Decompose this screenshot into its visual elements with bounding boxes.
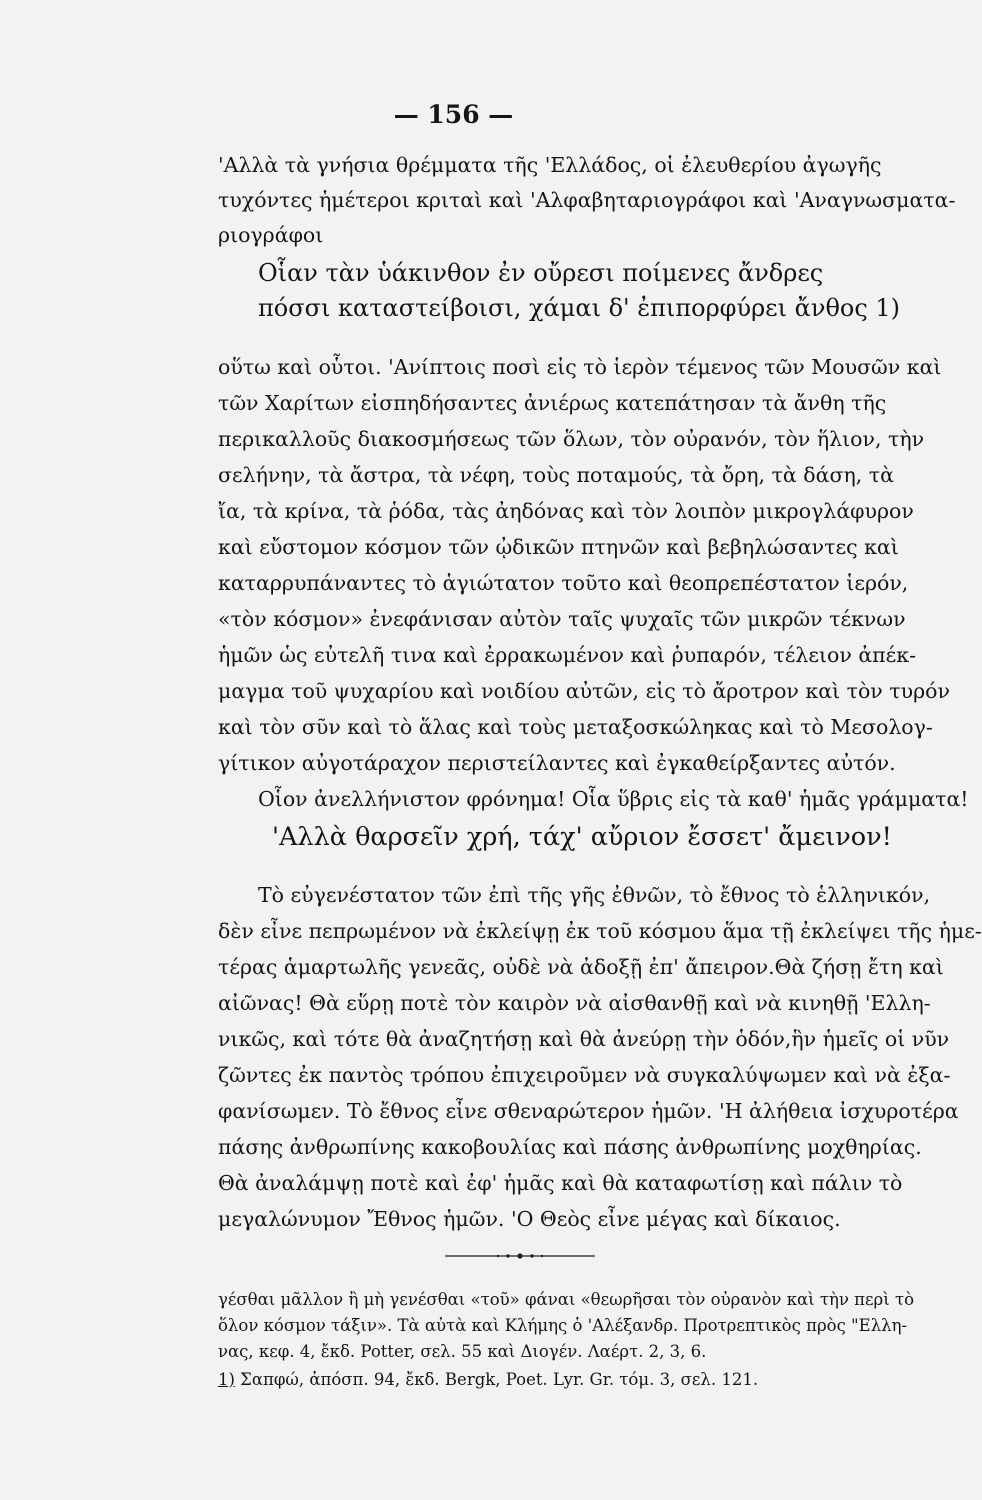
verse-line: Οἷαν τὰν ὑάκινθον ἐν οὔρεσι ποίμενες ἄνδρες	[258, 259, 824, 287]
footnote-line: γέσθαι μᾶλλον ἢ μὴ γενέσθαι «τοῦ» φάναι «θεωρῆσαι τὸν οὐρανὸν καὶ τὴν περὶ τὸ	[218, 1290, 915, 1309]
page-number: — 156 —	[393, 100, 514, 129]
text-line: «τὸν κόσμον» ἐνεφάνισαν αὐτὸν ταῖς ψυχαῖς τῶν μικρῶν τέκνων	[218, 607, 906, 631]
text-line: σελήνην, τὰ ἄστρα, τὰ νέφη, τοὺς ποταμούς, τὰ ὄρη, τὰ δάση, τὰ	[218, 463, 894, 487]
text-line: Οἷον ἀνελλήνιστον φρόνημα! Οἷα ὕβρις εἰς τὰ καθ' ἡμᾶς γράμματα!	[258, 787, 969, 811]
text-line: τυχόντες ἡμέτεροι κριταὶ καὶ 'Αλφαβηταριογράφοι καὶ 'Αναγνωσματα-	[218, 188, 956, 212]
text-line: αἰῶνας! Θὰ εὕρῃ ποτὲ τὸν καιρὸν νὰ αἰσθανθῇ καὶ νὰ κινηθῇ 'Ελλη-	[218, 991, 931, 1015]
text-line: ἡμῶν ὡς εὐτελῆ τινα καὶ ἐρρακωμένον καὶ ῥυπαρόν, τέλειον ἀπέκ-	[218, 643, 917, 667]
text-line: φανίσωμεν. Τὸ ἔθνος εἶνε σθεναρώτερον ἡμῶν. 'Η ἀλήθεια ἰσχυροτέρα	[218, 1099, 959, 1123]
text-line: πάσης ἀνθρωπίνης κακοβουλίας καὶ πάσης ἀνθρωπίνης μοχθηρίας.	[218, 1135, 922, 1159]
text-line: καὶ εὔστομον κόσμον τῶν ᾠδικῶν πτηνῶν καὶ βεβηλώσαντες καὶ	[218, 535, 899, 559]
text-line: καταρρυπάναντες τὸ ἁγιώτατον τοῦτο καὶ θεοπρεπέστατον ἱερόν,	[218, 571, 909, 595]
footnote-line: ὅλον κόσμον τάξιν». Τὰ αὐτὰ καὶ Κλήμης ὁ 'Αλέξανδρ. Προτρεπτικὸς πρὸς "Ελλη-	[218, 1316, 908, 1335]
footnote-marker: 1)	[218, 1370, 235, 1389]
footnote-1	[218, 1368, 905, 1392]
ornament-divider-icon	[445, 1250, 595, 1262]
verse-line: πόσσι καταστείβοισι, χάμαι δ' ἐπιπορφύρει ἄνθος 1)	[258, 294, 901, 322]
text-line: γίτικον αὐγοτάραχον περιστείλαντες καὶ ἐγκαθείρξαντες αὐτόν.	[218, 751, 896, 775]
text-line: οὕτω καὶ οὗτοι. 'Ανίπτοις ποσὶ εἰς τὸ ἱερὸν τέμενος τῶν Μουσῶν καὶ	[218, 355, 942, 379]
text-line: Τὸ εὐγενέστατον τῶν ἐπὶ τῆς γῆς ἐθνῶν, τὸ ἔθνος τὸ ἑλληνικόν,	[258, 883, 931, 907]
footnote-1-text: Σαπφώ, ἀπόσπ. 94, ἔκδ. Bergk, Poet. Lyr. Gr. τόμ. 3, σελ. 121.	[234, 1370, 759, 1389]
text-line: Θὰ ἀναλάμψῃ ποτὲ καὶ ἐφ' ἡμᾶς καὶ θὰ καταφωτίσῃ καὶ πάλιν τὸ	[218, 1171, 903, 1195]
footnote-line: νας, κεφ. 4, ἔκδ. Potter, σελ. 55 καὶ Διογέν. Λαέρτ. 2, 3, 6.	[218, 1342, 707, 1361]
text-line: μαγμα τοῦ ψυχαρίου καὶ νοιδίου αὐτῶν, εἰς τὸ ἄροτρον καὶ τὸν τυρόν	[218, 679, 950, 703]
text-line: ζῶντες ἐκ παντὸς τρόπου ἐπιχειροῦμεν νὰ συγκαλύψωμεν καὶ νὰ ἐξα-	[218, 1063, 951, 1087]
text-line: ἴα, τὰ κρίνα, τὰ ῥόδα, τὰς ἀηδόνας καὶ τὸν λοιπὸν μικρογλάφυρον	[218, 499, 914, 523]
text-line: μεγαλώνυμον Ἔθνος ἡμῶν. 'Ο Θεὸς εἶνε μέγας καὶ δίκαιος.	[218, 1207, 841, 1231]
text-line: ριογράφοι	[218, 223, 324, 247]
text-line: τέρας ἁμαρτωλῆς γενεᾶς, οὐδὲ νὰ ἀδοξῇ ἐπ' ἄπειρον.Θὰ ζήσῃ ἔτη καὶ	[218, 955, 944, 979]
text-line: καὶ τὸν σῦν καὶ τὸ ἅλας καὶ τοὺς μεταξοσκώληκας καὶ τὸ Μεσολογ-	[218, 715, 933, 739]
text-line: 'Αλλὰ τὰ γνήσια θρέμματα τῆς 'Ελλάδος, οἱ ἐλευθερίου ἀγωγῆς	[218, 153, 882, 177]
text-line: τῶν Χαρίτων εἰσπηδήσαντες ἀνιέρως κατεπάτησαν τὰ ἄνθη τῆς	[218, 391, 887, 415]
text-line: δὲν εἶνε πεπρωμένον νὰ ἐκλείψῃ ἐκ τοῦ κόσμου ἅμα τῇ ἐκλείψει τῆς ἡμε-	[218, 919, 982, 943]
text-line: νικῶς, καὶ τότε θὰ ἀναζητήσῃ καὶ θὰ ἀνεύρῃ τὴν ὁδόν,ἣν ἡμεῖς οἱ νῦν	[218, 1027, 950, 1051]
quote-line: 'Αλλὰ θαρσεῖν χρή, τάχ' αὔριον ἔσσετ' ἄμεινον!	[272, 822, 892, 852]
text-line: περικαλλοῦς διακοσμήσεως τῶν ὅλων, τὸν οὐρανόν, τὸν ἥλιον, τὴν	[218, 427, 925, 451]
